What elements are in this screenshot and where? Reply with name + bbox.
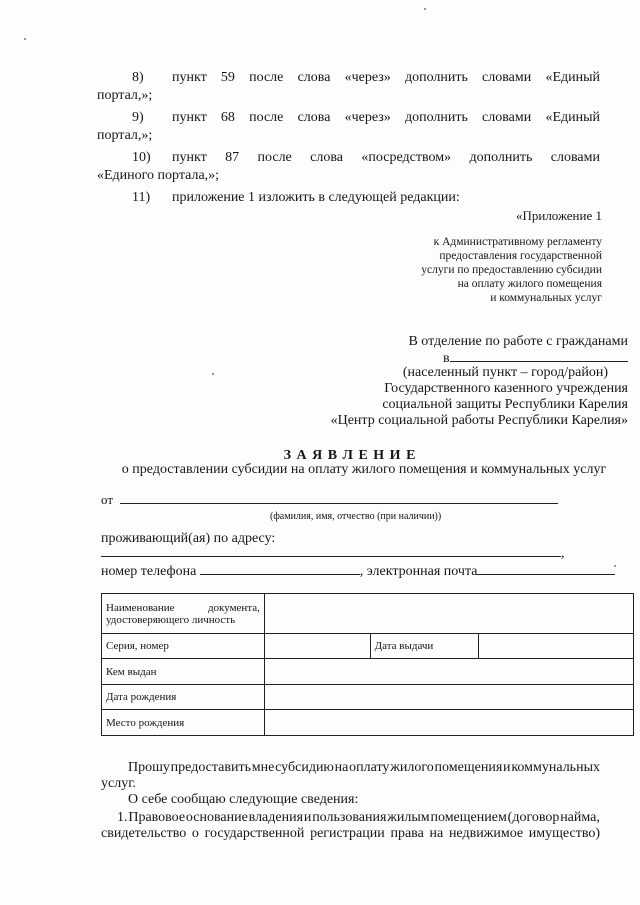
- body-word: основание: [185, 810, 248, 825]
- amendment-text: [172, 110, 600, 126]
- amendment-text: [172, 70, 600, 86]
- address-comma: ,: [561, 546, 565, 561]
- body-word: найма,: [560, 810, 600, 825]
- amendment-word: дополнить: [469, 150, 533, 165]
- body-word: свидетельство: [101, 826, 187, 841]
- amendment-word: «через»: [344, 110, 391, 125]
- fio-hint: (фамилия, имя, отчество (при наличии)): [270, 511, 442, 522]
- appendix-line: предоставления государственной: [439, 250, 602, 262]
- phone-field[interactable]: [200, 574, 360, 575]
- request-line: [128, 760, 600, 776]
- body-word: права: [390, 826, 424, 841]
- body-word: коммунальных: [511, 760, 600, 775]
- request-cont: услуг.: [101, 776, 136, 791]
- address-field[interactable]: [101, 556, 561, 557]
- body-word: владения: [248, 810, 304, 825]
- birth-date-value-cell[interactable]: [264, 685, 633, 710]
- doc-name-label-cell: [102, 594, 265, 634]
- amendment-word: пункт: [172, 110, 207, 125]
- statement-subtitle: о предоставлении субсидии на оплату жилого помещения и коммунальных услуг: [121, 462, 607, 477]
- birth-date-label-cell: Дата рождения: [102, 685, 265, 710]
- scan-speck: [24, 38, 26, 40]
- amendment-word: «через»: [344, 70, 391, 85]
- info-line: О себе сообщаю следующие сведения:: [128, 792, 359, 807]
- table-row: [102, 710, 634, 736]
- item1-line2: [101, 826, 600, 842]
- birth-place-value-cell[interactable]: [264, 710, 633, 736]
- body-word: 1.: [117, 810, 128, 825]
- addressee-line4: Государственного казенного учреждения: [384, 381, 628, 396]
- body-word: на: [334, 760, 349, 775]
- appendix-line: на оплату жилого помещения: [457, 278, 602, 290]
- amendment-word: 68: [220, 110, 235, 125]
- scan-speck: [424, 8, 426, 10]
- settlement-field[interactable]: [450, 361, 628, 362]
- body-word: пользования: [312, 810, 387, 825]
- appendix-title: «Приложение 1: [515, 208, 602, 223]
- body-word: о: [191, 826, 199, 841]
- amendment-number: 11): [132, 190, 151, 205]
- amendment-word: словами: [482, 110, 532, 125]
- body-word: помещения: [434, 760, 503, 775]
- addressee-line1: В отделение по работе с гражданами: [408, 334, 628, 349]
- contact-line: [101, 564, 615, 580]
- birth-place-label-cell: Место рождения: [102, 710, 265, 736]
- doc-name-label-line1: Наименование документа,: [106, 601, 260, 614]
- amendment-text: приложение 1 изложить в следующей редакции:: [172, 190, 460, 205]
- phone-label: номер телефона: [101, 564, 197, 579]
- table-row: [102, 685, 634, 710]
- item1-line: [117, 810, 600, 826]
- body-word: недвижимое: [448, 826, 524, 841]
- doc-name-value-cell[interactable]: [264, 594, 633, 634]
- amendment-word: после: [249, 70, 284, 85]
- email-label: , электронная почта: [359, 564, 478, 579]
- amendment-continuation: портал,»;: [97, 88, 153, 103]
- amendment-word: после: [249, 110, 284, 125]
- body-word: Правовое: [128, 810, 186, 825]
- addressee-line6: «Центр социальной работы Республики Карелия»: [330, 413, 628, 428]
- body-word: предоставить: [170, 760, 251, 775]
- amendment-continuation: портал,»;: [97, 128, 153, 143]
- amendment-word: после: [257, 150, 292, 165]
- appendix-line: и коммунальных услуг: [490, 292, 602, 304]
- issued-by-label-cell: Кем выдан: [102, 659, 265, 685]
- body-word: и: [303, 810, 312, 825]
- body-word: оплату: [349, 760, 390, 775]
- amendment-word: пункт: [172, 150, 207, 165]
- body-word: на: [429, 826, 444, 841]
- table-row: [102, 659, 634, 685]
- table-row: [102, 634, 634, 659]
- table-row: [102, 594, 634, 634]
- fio-field[interactable]: [120, 503, 558, 504]
- series-value-cell[interactable]: [264, 634, 370, 659]
- body-word: имущество): [528, 826, 600, 841]
- from-label: от: [101, 492, 114, 507]
- body-word: жилого: [390, 760, 434, 775]
- amendment-word: 59: [220, 70, 235, 85]
- issue-date-label-cell: Дата выдачи: [370, 634, 479, 659]
- body-word: помещением: [430, 810, 507, 825]
- series-label-cell: Серия, номер: [102, 634, 265, 659]
- amendment-word: пункт: [172, 70, 207, 85]
- amendment-word: дополнить: [404, 110, 468, 125]
- body-word: жилым: [387, 810, 430, 825]
- doc-name-label-line2: удостоверяющего личность: [106, 613, 236, 626]
- body-word: (договор: [507, 810, 560, 825]
- amendment-word: слова: [297, 110, 331, 125]
- email-field[interactable]: [477, 574, 615, 575]
- amendment-word: «посредством»: [361, 150, 452, 165]
- identity-document-table: [101, 593, 634, 736]
- amendment-continuation: «Единого портала,»;: [97, 168, 220, 183]
- body-word: государственной: [204, 826, 305, 841]
- amendment-number: 9): [132, 110, 144, 125]
- addressee-line3: (населенный пункт – город/район): [402, 365, 608, 380]
- amendment-word: «Единый: [545, 70, 600, 85]
- address-line: [101, 546, 565, 562]
- issued-by-value-cell[interactable]: [264, 659, 633, 685]
- amendment-word: слова: [310, 150, 344, 165]
- addressee-in-prefix: в: [443, 351, 450, 366]
- address-label: проживающий(ая) по адресу:: [101, 531, 276, 546]
- body-word: субсидию: [275, 760, 334, 775]
- scan-speck: [212, 373, 214, 375]
- body-word: и: [503, 760, 511, 775]
- appendix-line: услуги по предоставлению субсидии: [421, 264, 602, 276]
- amendment-text: [172, 150, 600, 166]
- statement-title: З А Я В Л Е Н И Е: [283, 448, 417, 463]
- body-word: Прошу: [128, 760, 170, 775]
- body-word: мне: [251, 760, 275, 775]
- amendment-word: словами: [550, 150, 600, 165]
- amendment-word: словами: [482, 70, 532, 85]
- body-word: регистрации: [310, 826, 385, 841]
- amendment-word: 87: [225, 150, 240, 165]
- amendment-word: дополнить: [404, 70, 468, 85]
- amendment-number: 8): [132, 70, 144, 85]
- amendment-word: «Единый: [545, 110, 600, 125]
- from-line: [101, 492, 558, 508]
- issue-date-value-cell[interactable]: [479, 634, 634, 659]
- amendment-number: 10): [132, 150, 151, 165]
- appendix-line: к Административному регламенту: [433, 236, 602, 248]
- addressee-line5: социальной защиты Республики Карелия: [382, 397, 628, 412]
- amendment-word: слова: [297, 70, 331, 85]
